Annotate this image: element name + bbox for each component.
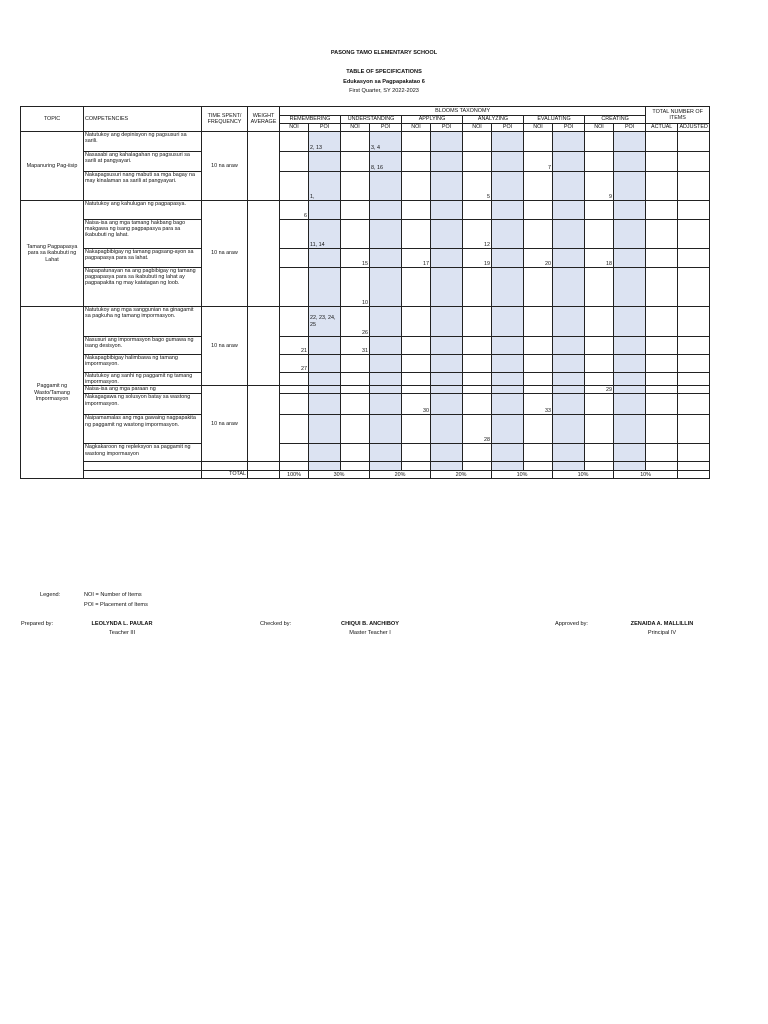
competency-cell: Nagkakaroon ng repleksyon sa paggamit ng wastong impormasyon [84, 444, 202, 462]
poi-header: POI [431, 124, 463, 132]
competency-cell: Nasasabi ang kahalagahan ng pagsusuri sa sarili at pangyayari. [84, 152, 202, 172]
topic-cell: Paggamit ng Wasto/Tamang Impormasyon [21, 307, 84, 479]
time-cell: 10 na araw [202, 201, 248, 307]
poi-header: POI [553, 124, 585, 132]
competency-cell: Nakapagbibigay ng tamang pagsang-ayon sa pagpapasya para sa lahat. [84, 249, 202, 268]
time-cell: 10 na araw [202, 132, 248, 201]
competency-cell: Nakapagsusuri nang mabuti sa mga bagay na may kinalaman sa sarili at pangyayari. [84, 172, 202, 201]
prepared-label: Prepared by: [21, 621, 54, 627]
total-understanding: 20% [370, 471, 431, 479]
total-analyzing: 10% [492, 471, 553, 479]
competency-cell: Natutukoy ang depinisyon ng pagsusuri sa sarili. [84, 132, 202, 152]
competency-cell: Naipamamalas ang mga gawaing nagpapakita ng paggamit ng wastong impormasyon. [84, 415, 202, 444]
time-cell: 10 na araw [202, 386, 248, 462]
competency-cell: Nakagagawa ng solusyon batay sa wastong impormasyon. [84, 394, 202, 415]
document-title: TABLE OF SPECIFICATIONS [346, 69, 422, 75]
level-understanding: UNDERSTANDING [341, 116, 402, 124]
approved-name: ZENAIDA A. MALLILLIN [630, 621, 694, 627]
time-cell: 10 na araw [202, 307, 248, 386]
blooms-header: BLOOMS TAXONOMY [280, 107, 646, 116]
total-creating: 10% [614, 471, 678, 479]
noi-header: NOI [585, 124, 614, 132]
competencies-header: COMPETENCIES [84, 107, 202, 132]
topic-cell: Tamang Pagpapasya para sa ikabubuti ng Lahat [21, 201, 84, 307]
level-analyzing: ANALYZING [463, 116, 524, 124]
prepared-name: LEOLYNDA L. PAULAR [91, 621, 153, 627]
placement-cell: 7 [524, 152, 553, 172]
placement-cell: 3, 4 [370, 132, 402, 152]
placement-cell: 20 [524, 249, 553, 268]
level-evaluating: EVALUATING [524, 116, 585, 124]
competency-cell: Natutukoy ang sanhi ng paggamit ng tamang impormasyon. [84, 373, 202, 386]
competency-cell: Natutukoy ang mga sanggunian na ginagamit sa pagkuha ng tamang impormasyon. [84, 307, 202, 337]
weight-header: WEIGHT AVERAGE [248, 107, 280, 132]
total-applying: 20% [431, 471, 492, 479]
time-header: TIME SPENT/ FREQUENCY [202, 107, 248, 132]
poi-header: POI [370, 124, 402, 132]
placement-cell: 11, 14 [309, 220, 341, 249]
placement-cell: 21 [280, 337, 309, 355]
poi-header: POI [492, 124, 524, 132]
weight-cell [248, 132, 280, 201]
level-remembering: REMEMBERING [280, 116, 341, 124]
placement-cell: 12 [463, 220, 492, 249]
weight-cell [248, 386, 280, 462]
noi-header: NOI [524, 124, 553, 132]
placement-cell: 27 [280, 355, 309, 373]
specification-table [20, 106, 710, 479]
legend-label: Legend: [40, 592, 61, 598]
placement-cell: 31 [341, 337, 370, 355]
total-items-header: TOTAL NUMBER OF ITEMS [646, 107, 710, 124]
placement-cell: 10 [341, 268, 370, 307]
placement-cell: 19 [463, 249, 492, 268]
level-applying: APPLYING [402, 116, 463, 124]
prepared-role: Teacher III [108, 630, 136, 636]
approved-label: Approved by: [555, 621, 588, 627]
competency-cell: Napapatunayan na ang pagbibigay ng tamang pagpapasya para sa ikabubuti ng lahat ay pagpapakita ng may katatagan ng loob. [84, 268, 202, 307]
noi-header: NOI [402, 124, 431, 132]
placement-cell: 1, [309, 172, 341, 201]
competency-cell: Naisa-isa ang mga paraan ng [84, 386, 202, 394]
placement-cell: 22, 23, 24, 25 [309, 307, 341, 337]
noi-header: NOI [341, 124, 370, 132]
weight-cell [248, 307, 280, 386]
placement-cell: 33 [524, 394, 553, 415]
placement-cell: 18 [585, 249, 614, 268]
placement-cell: 30 [402, 394, 431, 415]
weight-cell [248, 201, 280, 307]
checked-name: CHIQUI B. ANCHIBOY [341, 621, 399, 627]
total-evaluating: 10% [553, 471, 614, 479]
placement-cell: 29 [585, 386, 614, 394]
adjusted-header: ADJUSTED [679, 124, 708, 131]
noi-header: NOI [463, 124, 492, 132]
competency-cell: Nasusuri ang impormasyon bago gumawa ng isang desisyon. [84, 337, 202, 355]
placement-cell: 6 [280, 201, 309, 220]
school-name: PASONG TAMO ELEMENTARY SCHOOL [330, 50, 438, 56]
placement-cell: 15 [341, 249, 370, 268]
quarter-label: First Quarter, SY 2022-2023 [349, 88, 419, 94]
poi-header: POI [614, 124, 646, 132]
poi-header: POI [309, 124, 341, 132]
topic-header: TOPIC [21, 107, 84, 132]
checked-role: Master Teacher I [349, 630, 391, 636]
placement-cell: 26 [341, 307, 370, 337]
subject-title: Edukasyon sa Pagpapakatao 6 [343, 79, 425, 85]
placement-cell: 28 [463, 415, 492, 444]
approved-role: Principal IV [647, 630, 677, 636]
placement-cell: 9 [585, 172, 614, 201]
competency-cell: Natutukoy ang kahulugan ng pagpapasya. [84, 201, 202, 220]
placement-cell: 8, 16 [370, 152, 402, 172]
placement-cell: 5 [463, 172, 492, 201]
competency-cell: Naisa-isa ang mga tamang hakbang bago makgawa ng isang pagpapasya para sa ikabubuti ng lahat. [84, 220, 202, 249]
checked-label: Checked by: [260, 621, 292, 627]
total-weight: 100% [280, 471, 309, 479]
placement-cell: 2, 13 [309, 132, 341, 152]
competency-cell: Nakapagbibigay halimbawa ng tamang impormasyon. [84, 355, 202, 373]
noi-header: NOI [280, 124, 309, 132]
topic-cell: Mapanuring Pag-iisip [21, 132, 84, 201]
legend-poi: POI = Placement of Items [84, 602, 148, 608]
placement-cell: 17 [402, 249, 431, 268]
legend-noi: NOI = Number of Items [84, 592, 142, 598]
level-creating: CREATING [585, 116, 646, 124]
actual-header: ACTUAL [646, 124, 678, 132]
total-remembering: 30% [309, 471, 370, 479]
total-label: TOTAL [202, 471, 248, 479]
